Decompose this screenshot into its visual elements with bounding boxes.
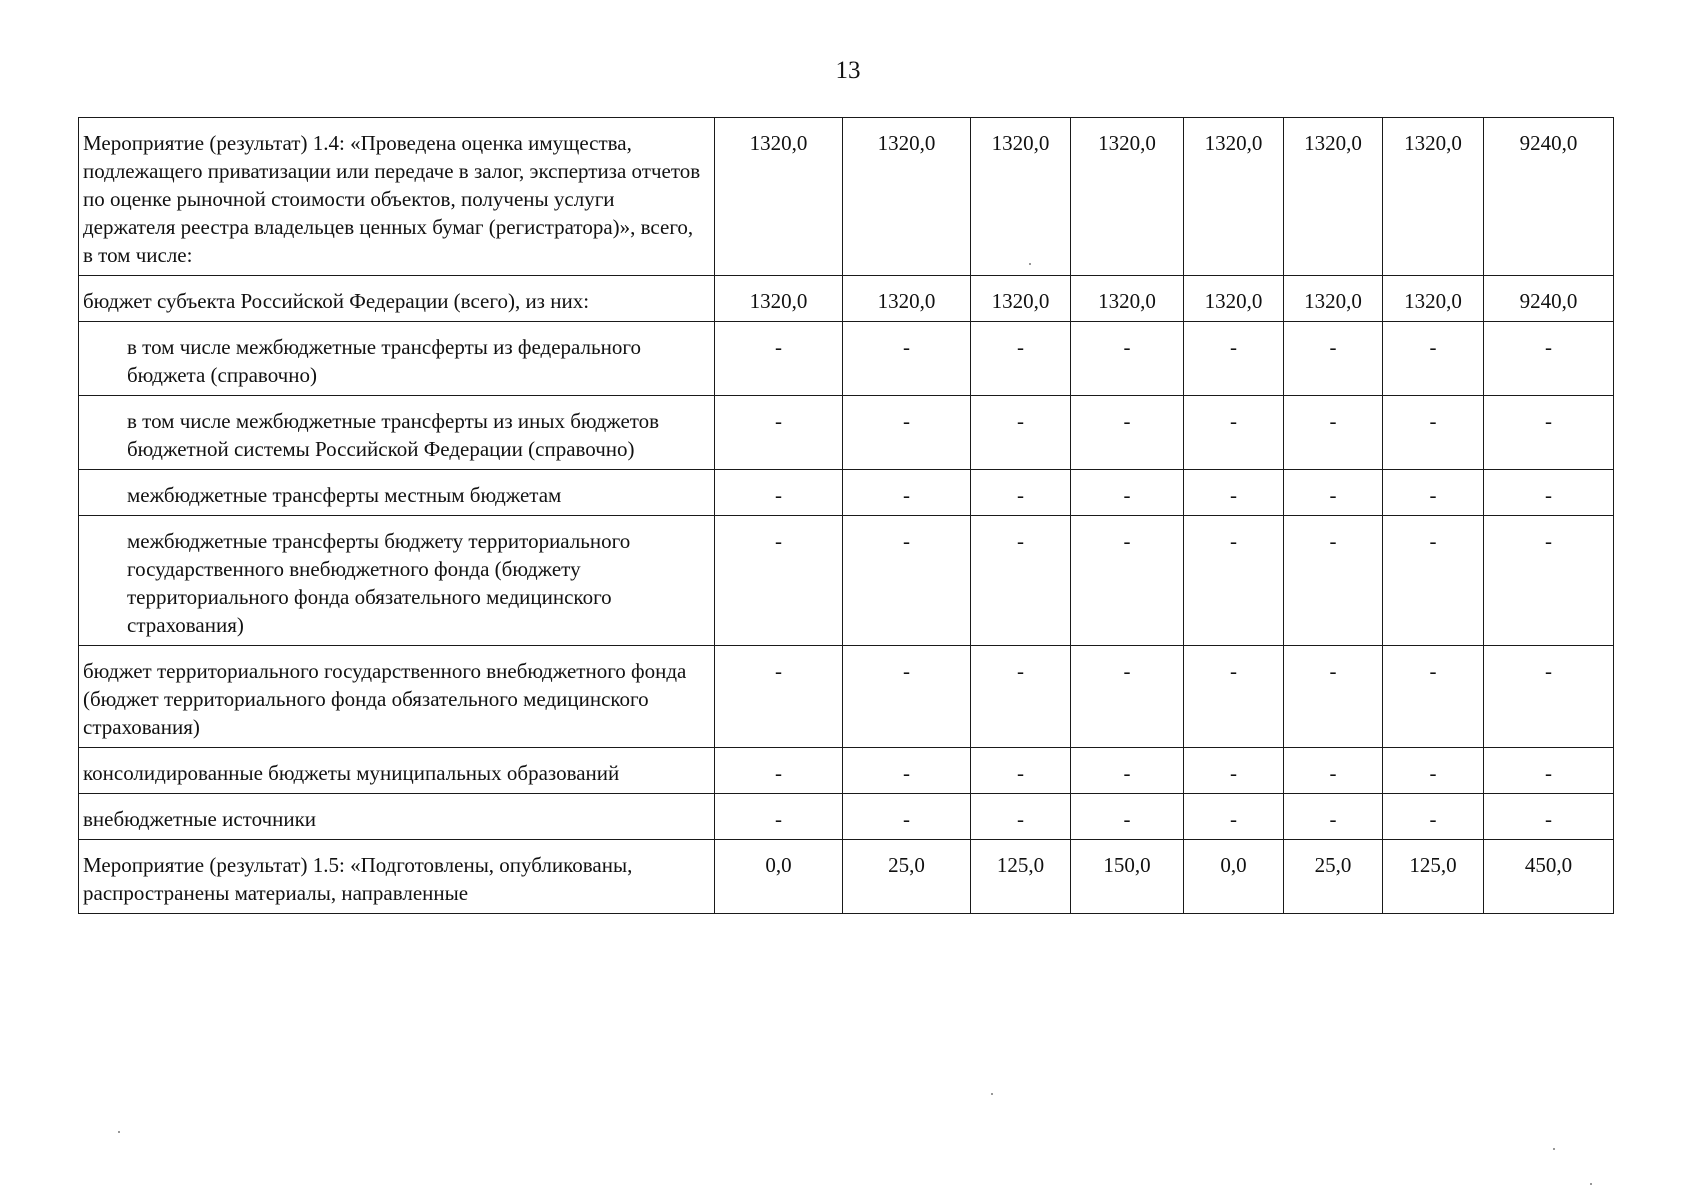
value-cell: - (1284, 794, 1383, 840)
table-row (79, 470, 1614, 516)
value-cell: - (1383, 794, 1484, 840)
table-row (79, 748, 1614, 794)
value-cell: - (1284, 646, 1383, 748)
value-cell: 125,0 (1383, 840, 1484, 914)
scan-speck (1553, 1148, 1555, 1150)
value-cell: 1320,0 (1184, 118, 1284, 276)
value-cell: - (1071, 516, 1184, 646)
value-cell: 125,0 (971, 840, 1071, 914)
value-cell: - (715, 794, 843, 840)
table-row (79, 118, 1614, 276)
value-cell: - (971, 470, 1071, 516)
value-cell: - (843, 470, 971, 516)
table-row (79, 840, 1614, 914)
value-cell: - (1184, 322, 1284, 396)
value-cell: - (1383, 748, 1484, 794)
value-cell: - (1184, 646, 1284, 748)
value-cell: - (1484, 396, 1614, 470)
table-row (79, 516, 1614, 646)
row-label: консолидированные бюджеты муниципальных образований (79, 748, 715, 794)
value-cell: - (715, 322, 843, 396)
value-cell: - (843, 794, 971, 840)
value-cell: - (1071, 794, 1184, 840)
value-cell: - (1284, 322, 1383, 396)
value-cell: 1320,0 (715, 118, 843, 276)
value-cell: - (1284, 748, 1383, 794)
scan-speck (118, 1131, 120, 1133)
value-cell: - (1284, 396, 1383, 470)
row-label: Мероприятие (результат) 1.4: «Проведена оценка имущества, подлежащего приватизации или передаче в залог, экспертиза отчетов по оценке рыночной стоимости объектов, получены услуги держателя реестра владельцев ценных бумаг (регистратора)», всего, в том числе: (79, 118, 715, 276)
value-cell: - (1484, 748, 1614, 794)
row-label: бюджет территориального государственного внебюджетного фонда (бюджет территориального фонда обязательного медицинского страхования) (79, 646, 715, 748)
value-cell: - (715, 646, 843, 748)
value-cell: 1320,0 (843, 118, 971, 276)
value-cell: 0,0 (1184, 840, 1284, 914)
value-cell: - (1484, 646, 1614, 748)
table-row (79, 322, 1614, 396)
value-cell: - (971, 748, 1071, 794)
value-cell: 25,0 (1284, 840, 1383, 914)
value-cell: 1320,0 (843, 276, 971, 322)
value-cell: - (715, 396, 843, 470)
page-number: 13 (835, 57, 861, 84)
value-cell: - (715, 470, 843, 516)
value-cell: - (971, 794, 1071, 840)
value-cell: 1320,0 (1284, 118, 1383, 276)
value-cell: 9240,0 (1484, 118, 1614, 276)
value-cell: - (1383, 470, 1484, 516)
value-cell: - (971, 396, 1071, 470)
table-row (79, 396, 1614, 470)
value-cell: - (843, 516, 971, 646)
value-cell: - (1383, 646, 1484, 748)
value-cell: - (971, 646, 1071, 748)
value-cell: - (971, 516, 1071, 646)
value-cell: - (1071, 646, 1184, 748)
value-cell: - (1184, 794, 1284, 840)
value-cell: - (1071, 470, 1184, 516)
value-cell: - (1284, 470, 1383, 516)
row-label: межбюджетные трансферты местным бюджетам (79, 470, 715, 516)
value-cell: - (1184, 748, 1284, 794)
table-row (79, 794, 1614, 840)
value-cell: - (1383, 396, 1484, 470)
value-cell: - (715, 516, 843, 646)
value-cell: 1320,0 (1184, 276, 1284, 322)
row-label: межбюджетные трансферты бюджету территориального государственного внебюджетного фонда (бюджету территориального фонда обязательного медицинского страхования) (79, 516, 715, 646)
value-cell: 0,0 (715, 840, 843, 914)
value-cell: 9240,0 (1484, 276, 1614, 322)
value-cell: - (1484, 470, 1614, 516)
value-cell: 1320,0 (971, 118, 1071, 276)
row-label: в том числе межбюджетные трансферты из иных бюджетов бюджетной системы Российской Федерации (справочно) (79, 396, 715, 470)
value-cell: 1320,0 (1284, 276, 1383, 322)
value-cell: 25,0 (843, 840, 971, 914)
scan-speck (991, 1093, 993, 1095)
value-cell: - (1071, 322, 1184, 396)
value-cell: 1320,0 (1383, 276, 1484, 322)
scan-speck (1029, 263, 1031, 265)
row-label: бюджет субъекта Российской Федерации (всего), из них: (79, 276, 715, 322)
value-cell: 450,0 (1484, 840, 1614, 914)
value-cell: - (1071, 396, 1184, 470)
value-cell: 150,0 (1071, 840, 1184, 914)
scan-speck (1590, 1183, 1592, 1185)
value-cell: - (1071, 748, 1184, 794)
value-cell: - (1184, 470, 1284, 516)
value-cell: - (1184, 516, 1284, 646)
row-label: в том числе межбюджетные трансферты из федерального бюджета (справочно) (79, 322, 715, 396)
value-cell: - (843, 396, 971, 470)
value-cell: 1320,0 (715, 276, 843, 322)
value-cell: 1320,0 (971, 276, 1071, 322)
value-cell: 1320,0 (1071, 118, 1184, 276)
value-cell: - (1484, 794, 1614, 840)
table-row (79, 646, 1614, 748)
value-cell: - (1484, 322, 1614, 396)
value-cell: - (1383, 322, 1484, 396)
value-cell: - (971, 322, 1071, 396)
value-cell: - (1383, 516, 1484, 646)
value-cell: - (843, 646, 971, 748)
value-cell: - (1484, 516, 1614, 646)
value-cell: 1320,0 (1383, 118, 1484, 276)
value-cell: - (843, 322, 971, 396)
value-cell: - (715, 748, 843, 794)
budget-table (78, 117, 1614, 914)
row-label: внебюджетные источники (79, 794, 715, 840)
value-cell: - (1184, 396, 1284, 470)
row-label: Мероприятие (результат) 1.5: «Подготовлены, опубликованы, распространены материалы, направленные (79, 840, 715, 914)
value-cell: 1320,0 (1071, 276, 1184, 322)
value-cell: - (1284, 516, 1383, 646)
table-row (79, 276, 1614, 322)
value-cell: - (843, 748, 971, 794)
